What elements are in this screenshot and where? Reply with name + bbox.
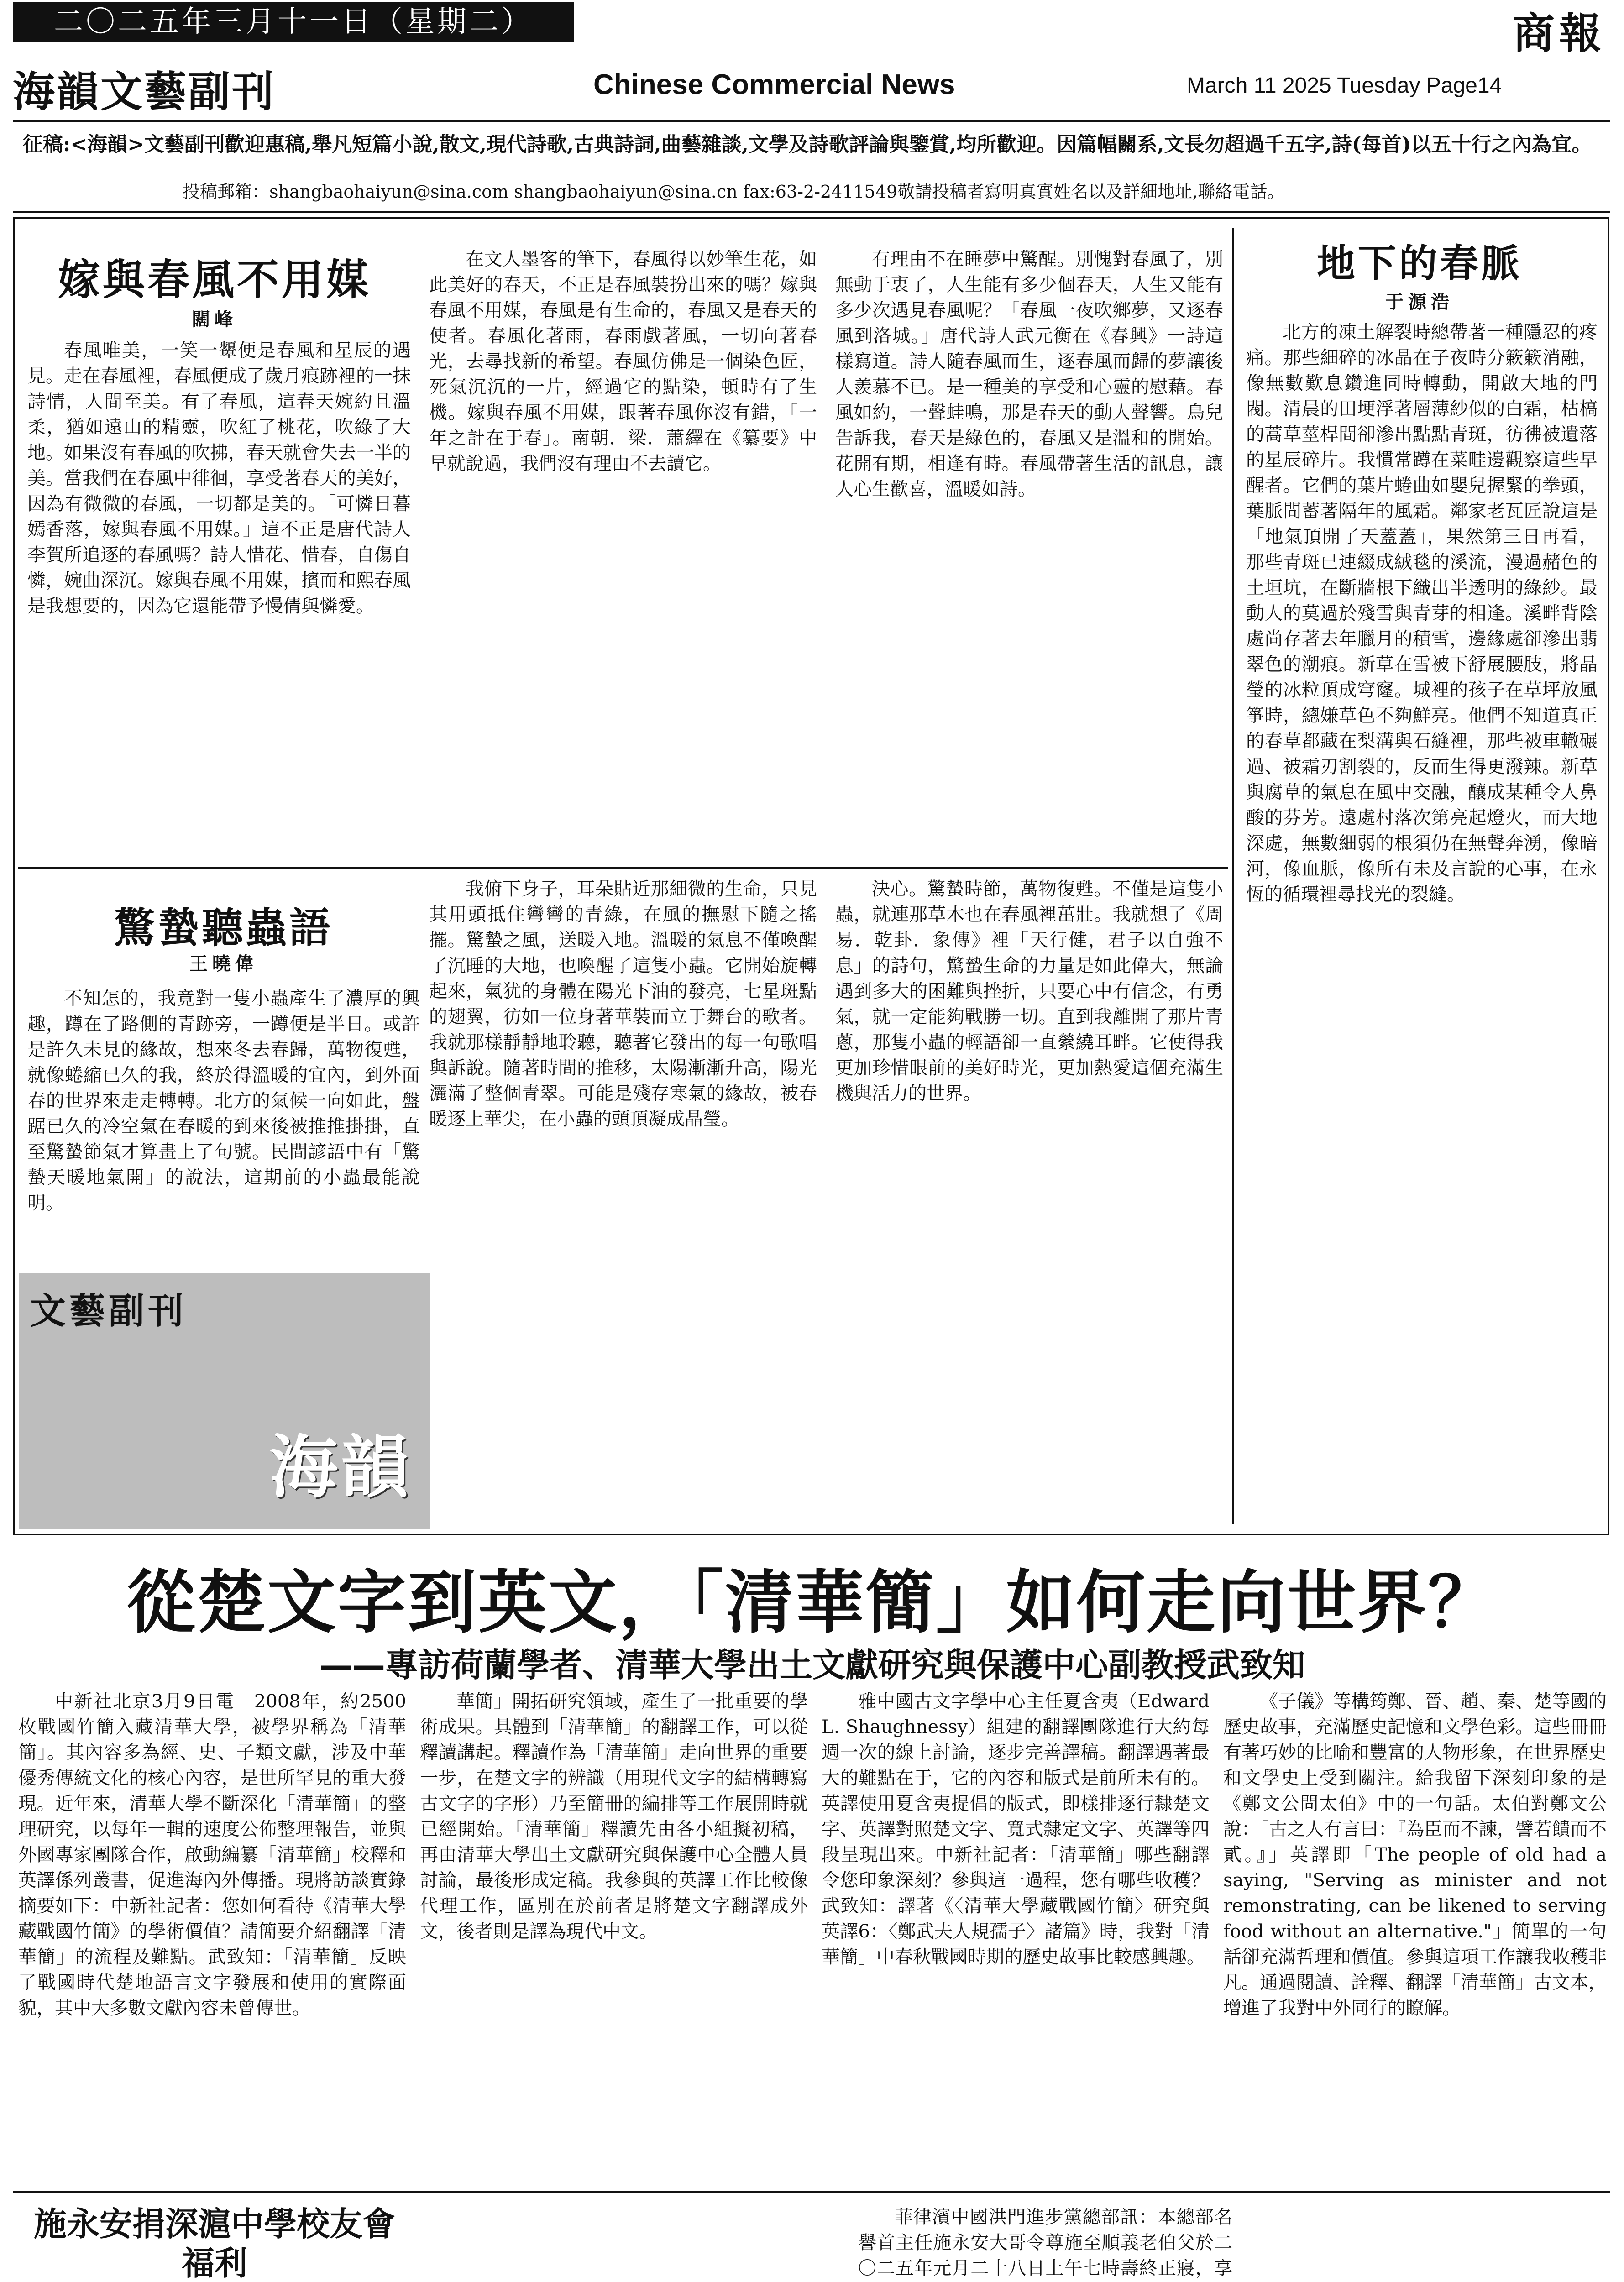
article2-body: 北方的凍土解裂時總帶著一種隱忍的疼痛。那些細碎的冰晶在子夜時分簌簌消融，像無數歎息鑽進同時轉動，開啟大地的門閥。清晨的田埂浮著層薄紗似的白霜，枯槁的蒿草莖桿間卻滲出點點青斑，彷彿被遺落的星辰碎片。我慣常蹲在菜畦邊觀察這些早醒者。它們的葉片蜷曲如嬰兒握緊的拳頭，葉脈間蓄著隔年的風霜。鄰家老瓦匠說這是「地氣頂開了天蓋蓋」，果然第三日再看，那些青斑已連綴成絨毯的溪流，漫過赭色的土垣坑，在斷牆根下織出半透明的綠紗。最動人的莫過於殘雪與青芽的相逢。溪畔背陰處尚存著去年臘月的積雪，邊緣處卻滲出翡翠色的潮痕。新草在雪被下舒展腰肢，將晶瑩的冰粒頂成穹窿。城裡的孩子在草坪放風箏時，總嫌草色不夠鮮亮。他們不知道真正的春草都藏在梨溝與石縫裡，那些被車轍碾過、被霜刃割裂的，反而生得更潑辣。新草與腐草的氣息在風中交融，釀成某種令人鼻酸的芬芳。遠處村落次第亮起燈火，而大地深處，無數細弱的根須仍在無聲奔湧，像暗河，像血脈，像所有未及言說的心事，在永恆的循環裡尋找光的裂縫。 <box>1246 322 1598 905</box>
article1-author: 闊峰 <box>192 309 237 330</box>
feature-headline: 從楚文字到英文，「清華簡」如何走向世界？ <box>126 1562 1498 1643</box>
feature-col3: 雅中國古文字學中心主任夏含夷（Edward L. Shaughnessy）組建的翻譯團隊進行大約每週一次的線上討論，逐步完善譯稿。翻譯遇著最大的難點在于，它的內容和版式是前所未有的。英譯使用夏含夷提倡的版式，即樣排逐行隸楚文字、英譯對照楚文字、寬式隸定文字、英譯等四段呈現出來。中新社記者：「清華簡」哪些翻譯令您印象深刻？參與這一過程，您有哪些收穫？武致知：譯著《〈清華大學藏戰國竹簡〉研究與英譯6：〈鄭武夫人規孺子〉諸篇》時，我對「清華簡」中春秋戰國時期的歷史故事比較感興趣。 <box>822 1691 1210 1968</box>
date-banner: 二〇二五年三月十一日（星期二） <box>13 2 574 42</box>
masthead: 商報 <box>1512 9 1606 58</box>
feature-rule <box>13 2191 1610 2193</box>
article1-col2: 在文人墨客的筆下，春風得以妙筆生花，如此美好的春天，不正是春風裝扮出來的嗎？嫁與春風不用媒，春風是有生命的，春風又是春天的使者。春風化著雨，春雨戲著風，一切向著春光，去尋找新的希望。春風仿佛是一個染色匠，死氣沉沉的一片，經過它的點染，頓時有了生機。嫁與春風不用媒，跟著春風你沒有錯，「一年之計在于春」。南朝．梁．蕭繹在《纂要》中早就說過，我們沒有理由不去讀它。 <box>429 249 817 474</box>
section-logo: 文藝副刊 海韻 <box>19 1273 430 1529</box>
article3-title: 驚蟄聽蟲語 <box>114 904 333 952</box>
article3-author: 王曉偉 <box>189 953 258 974</box>
article3-col3: 決心。驚蟄時節，萬物復甦。不僅是這隻小蟲，就連那草木也在春風裡茁壯。我就想了《周易．乾卦．象傳》裡「天行健，君子以自強不息」的詩句，驚蟄生命的力量是如此偉大，無論遇到多大的困難與挫折，只要心中有信念，有勇氣，就一定能夠戰勝一切。直到我離開了那片青蔥，那隻小蟲的輕語卻一直縈繞耳畔。它使得我更加珍惜眼前的美好時光，更加熱愛這個充滿生機與活力的世界。 <box>835 879 1223 1104</box>
english-title: Chinese Commercial News <box>593 69 955 100</box>
feature-col2: 華簡」開拓研究領域，產生了一批重要的學術成果。具體到「清華簡」的翻譯工作，可以從釋讀講起。釋讀作為「清華簡」走向世界的重要一步，在楚文字的辨識（用現代文字的結構轉寫古文字的字形）乃至簡冊的編排等工作展開時就已經開始。「清華簡」釋讀先由各小組擬初稿，再由清華大學出土文獻研究與保護中心全體人員討論，最後形成定稿。我參與的英譯工作比較像代理工作，區別在於前者是將楚文字翻譯成外文，後者則是譯為現代中文。 <box>420 1691 808 1942</box>
feature-subhead: ——專訪荷蘭學者、清華大學出土文獻研究與保護中心副教授武致知 <box>319 1645 1305 1684</box>
article2-author: 于源浩 <box>1385 291 1454 313</box>
contact-info: 投稿郵箱：shangbaohaiyun@sina.com shangbaohaiyun@sina.cn fax:63-2-2411549敬請投稿者寫明真實姓名以及詳細地址,聯絡電話。 <box>183 182 1285 202</box>
header-rule <box>13 120 1610 122</box>
article1-col1: 春風唯美，一笑一顰便是春風和星辰的遇見。走在春風裡，春風便成了歲月痕跡裡的一抹詩情，人間至美。有了春風，這春天婉約且溫柔，猶如遠山的精靈，吹紅了桃花，吹綠了大地。如果沒有春風的吹拂，春天就會失去一半的美。當我們在春風中徘徊，享受著春天的美好，因為有微微的春風，一切都是美的。「可憐日暮嫣香落，嫁與春風不用媒。」這不正是唐代詩人李賀所追逐的春風嗎？詩人惜花、惜春，自傷自憐，婉曲深沉。嫁與春風不用媒，擯而和熙春風是我想要的，因為它還能帶予慢倩與憐愛。 <box>27 340 411 617</box>
mid-rule <box>18 867 1228 869</box>
charity-text-2: 菲律濱中國洪門進步黨總部訊：本總部名譽首主任施永安大哥令尊施至順義老伯父於二〇二五年元月二十八日上午七時壽終正寢，享 <box>858 2207 1232 2279</box>
article2-title: 地下的春脈 <box>1316 241 1522 286</box>
section-title: 海韻文藝副刊 <box>13 67 276 116</box>
dateline: March 11 2025 Tuesday Page14 <box>1187 73 1502 98</box>
article3-col2: 我俯下身子，耳朵貼近那細微的生命，只見其用頭抵住彎彎的青綠，在風的撫慰下隨之搖擺。驚蟄之風，送暖入地。溫暖的氣息不僅喚醒了沉睡的大地，也喚醒了這隻小蟲。它開始旋轉起來，氣犹的身體在陽光下油的發亮，七星斑點的翅翼，彷如一位身著華裝而立于舞台的歌者。我就那樣靜靜地聆聽，聽著它發出的每一句歌唱與訴說。隨著時間的推移，太陽漸漸升高，陽光灑滿了整個青翠。可能是殘存寒氣的緣故，被春暖逐上華尖，在小蟲的頭頂凝成晶瑩。 <box>429 879 817 1130</box>
call-for-papers: 征稿:<海韻>文藝副刊歡迎惠稿,舉凡短篇小說,散文,現代詩歌,古典詩詞,曲藝雜談,文學及詩歌評論與鑒賞,均所歡迎。因篇幅關系,文長勿超過千五字,詩(每首)以五十行之內為宜。 <box>23 133 1592 156</box>
notice-rule <box>13 211 1610 213</box>
feature-col1: 中新社北京3月9日電 2008年，約2500枚戰國竹簡入藏清華大學，被學界稱為「清華簡」。其內容多為經、史、子類文獻，涉及中華優秀傳統文化的核心內容，是世所罕見的重大發現。近年來，清華大學不斷深化「清華簡」的整理研究，以每年一輯的速度公佈整理報告，並與外國專家團隊合作，啟動編纂「清華簡」校釋和英譯係列叢書，促進海內外傳播。現將訪談實錄摘要如下：中新社記者：您如何看待《清華大學藏戰國竹簡》的學術價值？請簡要介紹翻譯「清華簡」的流程及難點。武致知：「清華簡」反映了戰國時代楚地語言文字發展和使用的實際面貌，其中大多數文獻內容未曾傳世。 <box>18 1691 406 2019</box>
article3-col1: 不知怎的，我竟對一隻小蟲產生了濃厚的興趣，蹲在了路側的青跡旁，一蹲便是半日。或許是許久未見的緣故，想來冬去春歸，萬物復甦，就像蜷縮已久的我，終於得溫暖的宜內，到外面春的世界來走走轉轉。北方的氣候一向如此，盤踞已久的冷空氣在春暖的到來後被推推掛掛，直至驚蟄節氣才算畫上了句號。民間諺語中有「驚蟄天暖地氣開」的說法，這期前的小蟲最能說明。 <box>27 988 420 1214</box>
col-divider <box>1232 228 1234 1524</box>
article1-title: 嫁與春風不用媒 <box>58 255 371 304</box>
charity-headline-1: 施永安捐深滬中學校友會福利 <box>33 2204 395 2282</box>
article1-col3: 有理由不在睡夢中驚醒。別愧對春風了，別無動于衷了，人生能有多少個春天，人生又能有多少次遇見春風呢？「春風一夜吹鄉夢，又逐春風到洛城。」唐代詩人武元衡在《春興》一詩這樣寫道。詩人隨春風而生，逐春風而歸的夢讓後人羨慕不已。是一種美的享受和心靈的慰藉。春風如約，一聲蛙鳴，那是春天的動人聲響。鳥兒告訴我，春天是綠色的，春風又是溫和的開始。花開有期，相逢有時。春風帶著生活的訊息，讓人心生歡喜，溫暖如詩。 <box>835 249 1223 500</box>
feature-col4: 《子儀》等構筠鄭、晉、趙、秦、楚等國的歷史故事，充滿歷史記憶和文學色彩。這些冊冊有著巧妙的比喻和豐富的人物形象，在世界歷史和文學史上受到關注。給我留下深刻印象的是《鄭文公問太伯》中的一句話。太伯對鄭文公說：「古之人有言曰：『為臣而不諫，譬若饋而不貳。』」英譯即「The people of old had a saying, "Serving as minister and not remonstrating, can be likened to serving food without an alternative."」簡單的一句話卻充滿哲理和價值。參與這項工作讓我收穫非凡。通過閱讀、詮釋、翻譯「清華簡」古文本，增進了我對中外同行的瞭解。 <box>1223 1691 1607 2019</box>
